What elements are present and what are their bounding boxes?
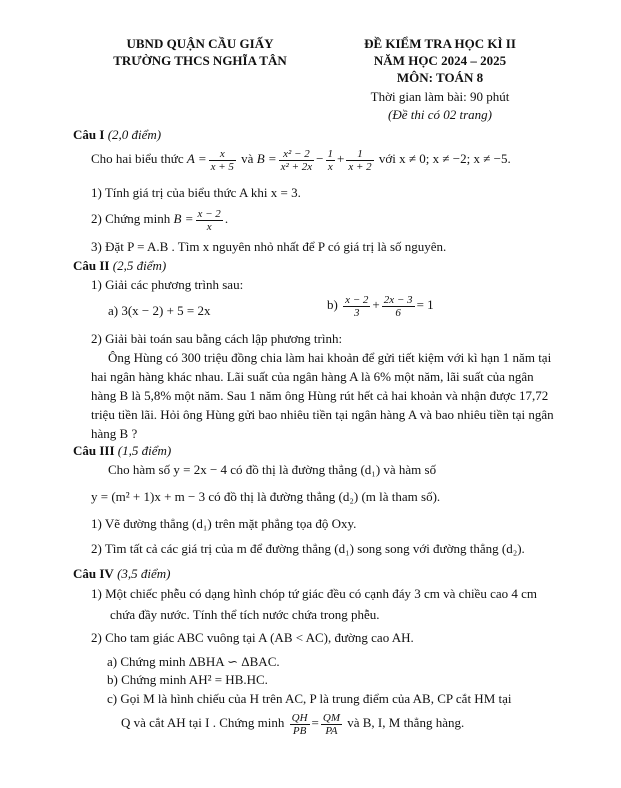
q3-line2: y = (m² + 1)x + m − 3 có đồ thị là đường thẳng (d₂) (m là tham số). (91, 489, 441, 504)
q1-frac-b2-den: x (327, 160, 333, 173)
q1-heading-row (73, 127, 161, 143)
q1-item2 (91, 206, 228, 233)
q2-eq-b-plus: + (372, 297, 380, 312)
q3-item2: 2) Tìm tất cả các giá trị của m để đường thẳng (d₁) song song với đường thẳng (d₂). (91, 541, 525, 556)
q2-item2: 2) Giải bài toán sau bằng cách lập phương trình: (91, 331, 343, 346)
q2-eq-b-rhs: = 1 (416, 297, 434, 312)
q3-line1: Cho hàm số y = 2x − 4 có đồ thị là đường thẳng (d₁) và hàm số (108, 462, 437, 477)
q2-eq-b-frac2 (382, 294, 415, 319)
school-year: NĂM HỌC 2024 – 2025 (373, 53, 507, 68)
q2-eq-b-frac1 (343, 294, 370, 319)
q1-heading: Câu I (73, 127, 105, 142)
q4-sub-c-den2: PA (325, 724, 338, 737)
q1-frac-a (209, 148, 236, 173)
q1-item2-den: x (206, 220, 212, 233)
q4-sub-c-num1: QH (291, 711, 308, 724)
q3-item1: 1) Vẽ đường thẳng (d₁) trên mặt phẳng tọa độ Oxy. (91, 516, 357, 531)
q2-eq-b-den1: 3 (354, 306, 360, 319)
q3-heading-row (73, 443, 171, 459)
q4-heading-row (73, 566, 171, 582)
q2-item1: 1) Giải các phương trình sau: (91, 277, 244, 292)
q4-item2: 2) Cho tam giác ABC vuông tại A (AB < AC), đường cao AH. (91, 630, 414, 645)
q2-para1: Ông Hùng có 300 triệu đồng chia làm hai khoản để gửi tiết kiệm với kì hạn 1 năm tại (108, 350, 552, 365)
q2-eq-b-den2: 6 (395, 306, 401, 319)
q1-frac-b1-num: x² − 2 (279, 148, 315, 161)
q4-points: (3,5 điểm) (117, 566, 171, 581)
q1-minus: − (316, 151, 324, 166)
q1-item2-b-label: B = (173, 211, 194, 226)
q1-and: và (241, 151, 254, 166)
q1-frac-b3-den: x + 2 (348, 160, 372, 173)
exam-title: ĐỀ KIỂM TRA HỌC KÌ II (364, 36, 516, 51)
q2-para3: hàng B là 5,8% một năm. Sau 1 năm ông Hùng rút hết cả hai khoản và nhận được 17,72 (91, 388, 549, 403)
q3-heading: Câu III (73, 443, 115, 458)
q4-sub-c-frac1 (290, 712, 310, 737)
q4-sub-c-line2 (121, 708, 464, 738)
q2-points: (2,5 điểm) (112, 258, 167, 273)
q1-frac-b1-den: x² + 2x (280, 160, 313, 173)
q1-item2-text: 2) Chứng minh (91, 211, 171, 226)
org-line1: UBND QUẬN CẦU GIẤY (126, 36, 274, 51)
q1-item2-num: x − 2 (197, 207, 221, 220)
q2-para2: hai ngân hàng khác nhau. Lãi suất của ngân hàng A là 6% một năm, lãi suất của ngân (91, 369, 534, 384)
q4-item1-line1: 1) Một chiếc phễu có dạng hình chóp tứ giác đều có cạnh đáy 3 cm và chiều cao 4 cm (91, 586, 537, 601)
q1-frac-b3 (346, 148, 373, 173)
subject: MÔN: TOÁN 8 (396, 70, 484, 85)
q1-points: (2,0 điểm) (107, 127, 162, 142)
q4-sub-c-frac2 (321, 712, 342, 737)
duration: Thời gian làm bài: 90 phút (370, 89, 510, 104)
q3-points: (1,5 điểm) (117, 443, 172, 458)
q1-frac-a-den: x + 5 (210, 160, 234, 173)
q4-sub-c-eq: = (311, 715, 319, 730)
q1-item1: 1) Tính giá trị của biểu thức A khi x = 3. (91, 185, 301, 200)
q1-frac-b2 (326, 148, 336, 173)
q2-eq-b-label: b) (327, 297, 338, 312)
q4-sub-c-end: và B, I, M thẳng hàng. (347, 715, 465, 730)
q4-sub-c-num2: QM (322, 711, 340, 724)
q4-sub-c-text: Q và cắt AH tại I . Chứng minh (121, 715, 285, 730)
q1-frac-a-num: x (209, 148, 236, 161)
q2-eq-b-num1: x − 2 (345, 293, 369, 306)
q4-sub-c-line1: c) Gọi M là hình chiếu của H trên AC, P là trung điểm của AB, CP cắt HM tại (107, 691, 512, 706)
q2-eq-b-num2: 2x − 3 (383, 293, 413, 306)
q1-condition: với x ≠ 0; x ≠ −2; x ≠ −5. (378, 151, 511, 166)
q1-item3: 3) Đặt P = A.B . Tìm x nguyên nhỏ nhất để P có giá trị là số nguyên. (91, 239, 447, 254)
q1-expr-b-label: B = (256, 151, 277, 166)
q2-eq-a: a) 3(x − 2) + 5 = 2x (108, 303, 211, 318)
q2-eq-b (327, 292, 434, 319)
q4-sub-a: a) Chứng minh ΔBHA ∽ ΔBAC. (107, 654, 280, 669)
q2-heading: Câu II (73, 258, 110, 273)
q1-item2-end: . (224, 211, 229, 226)
q1-frac-b1 (279, 148, 315, 173)
q4-heading: Câu IV (73, 566, 114, 581)
org-line2: TRƯỜNG THCS NGHĨA TÂN (113, 53, 287, 68)
q2-heading-row (73, 258, 166, 274)
q4-sub-b: b) Chứng minh AH² = HB.HC. (107, 672, 268, 687)
pages-note: (Đề thi có 02 trang) (388, 107, 492, 122)
q1-expr-a-label: A = (186, 151, 207, 166)
q4-item1-line2: chứa đầy nước. Tính thể tích nước chứa trong phễu. (110, 607, 380, 622)
q1-frac-b3-num: 1 (346, 148, 373, 161)
q1-intro-text: Cho hai biểu thức (91, 151, 184, 166)
q1-frac-b2-num: 1 (327, 147, 334, 160)
q2-para4: triệu tiền lãi. Hỏi ông Hùng gửi bao nhiêu tiền tại ngân hàng A và bao nhiêu tiền tại ngân (91, 407, 554, 422)
q1-plus: + (337, 151, 345, 166)
q4-sub-c-den1: PB (292, 724, 307, 737)
q1-item2-frac (196, 208, 223, 233)
q2-para5: hàng B ? (91, 426, 138, 441)
q1-intro (91, 146, 511, 173)
